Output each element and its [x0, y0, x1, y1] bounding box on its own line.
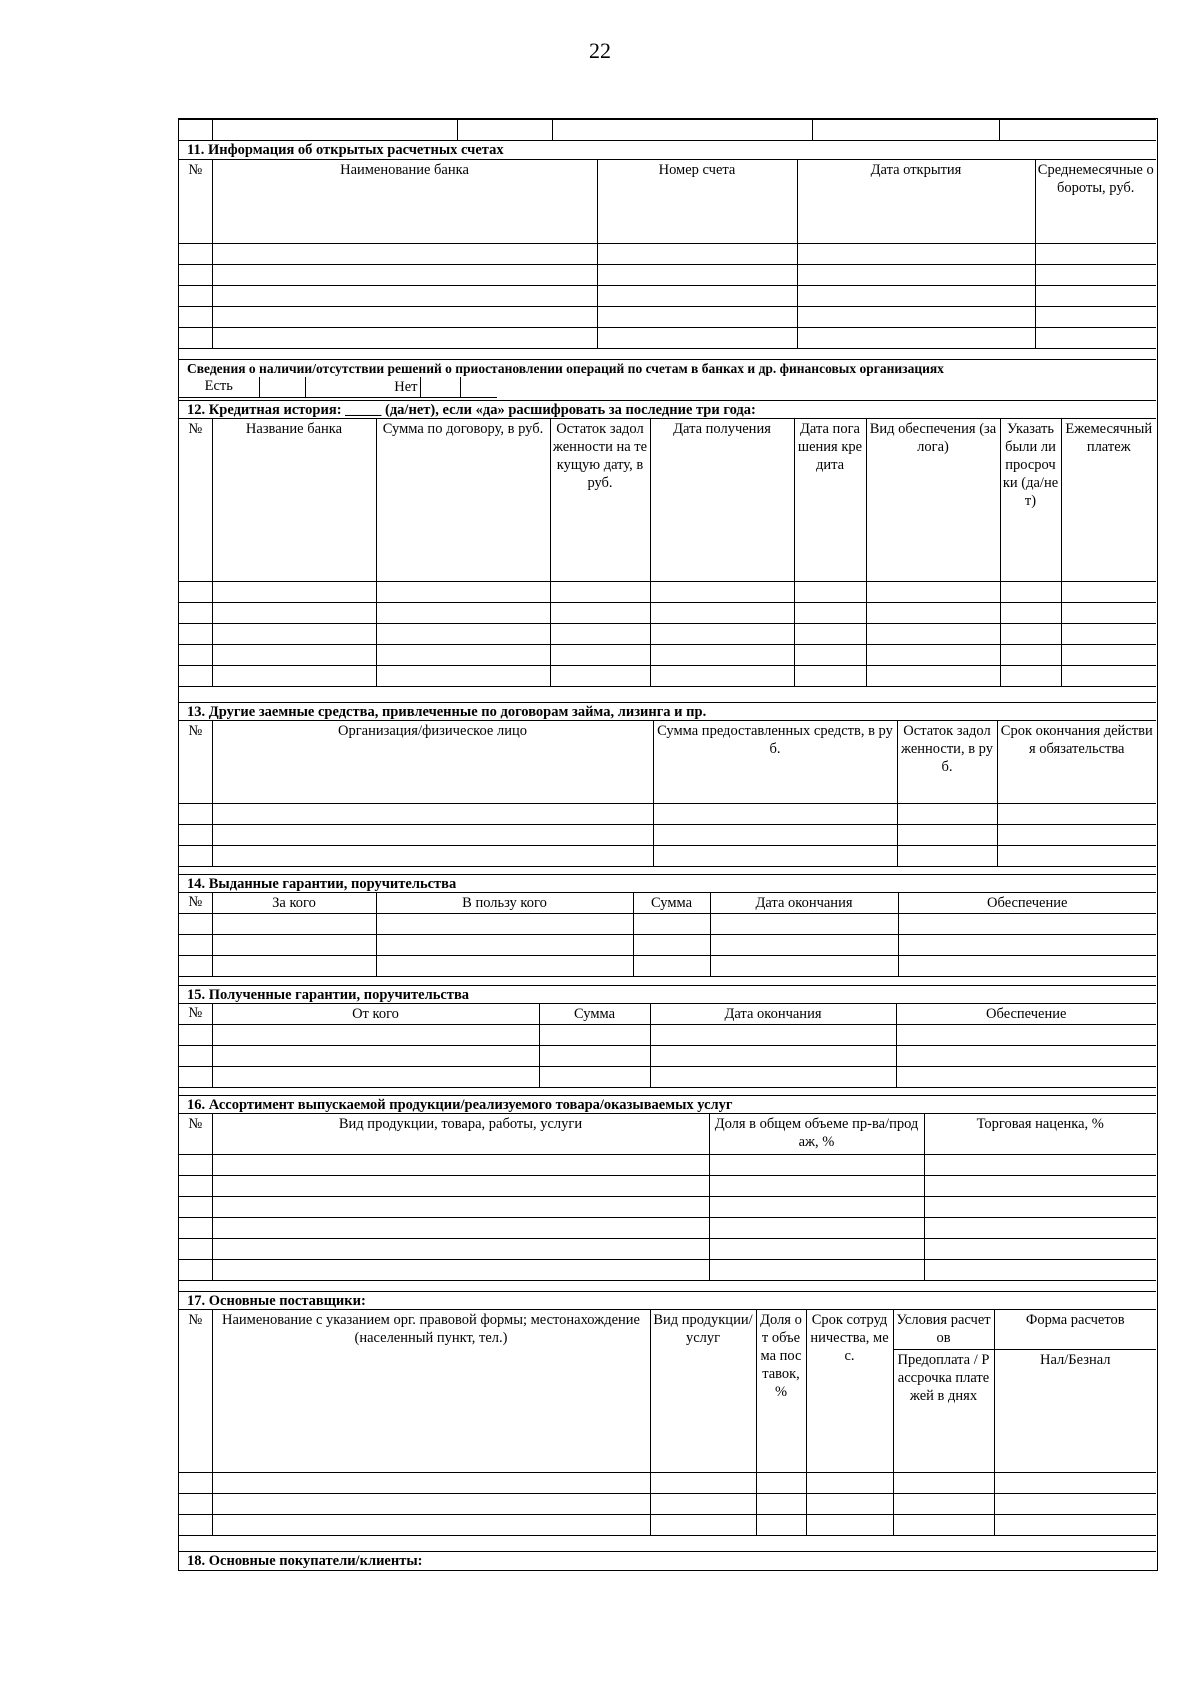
table-row: [179, 1025, 1156, 1046]
col-amount: Сумма: [633, 893, 710, 914]
table-row: [179, 1046, 1156, 1067]
yes-checkbox[interactable]: [259, 377, 305, 398]
section-16-assortment: [179, 1095, 1156, 1281]
no-checkbox[interactable]: [420, 377, 460, 398]
section-12-title: 12. Кредитная история: _____ (да/нет), если «да» расшифровать за последние три года:: [179, 400, 1156, 418]
col-contract-amount: Сумма по договору, в руб.: [376, 419, 550, 582]
table-row: [179, 956, 1156, 977]
table-row: [179, 603, 1156, 624]
application-form: [178, 118, 1158, 1571]
col-number: №: [179, 419, 212, 582]
col-number: №: [179, 1114, 212, 1155]
table-row: [179, 1067, 1156, 1088]
col-collateral: Обеспечение: [896, 1004, 1156, 1025]
table-row: [179, 846, 1156, 867]
table-row: [179, 624, 1156, 645]
col-repayment-date: Дата погашения кредита: [794, 419, 866, 582]
col-payment-form: Форма расчетов: [994, 1310, 1156, 1350]
table-header-row: [179, 1310, 1156, 1350]
col-overdue: Указать были ли просрочки (да/нет): [1000, 419, 1061, 582]
col-number: №: [179, 160, 212, 244]
table-row: [179, 935, 1156, 956]
table-row: [179, 1218, 1156, 1239]
previous-table-tail: [179, 119, 1156, 141]
table-row: [179, 328, 1156, 349]
table-row: [179, 804, 1156, 825]
table-row: [179, 645, 1156, 666]
table-row: [179, 1176, 1156, 1197]
table-row: [179, 1260, 1156, 1281]
table-row: [179, 120, 1156, 141]
table-row: [179, 1473, 1156, 1494]
table-row: [179, 1197, 1156, 1218]
col-cooperation-term: Срок сотрудничества, мес.: [806, 1310, 893, 1473]
col-number: №: [179, 721, 212, 804]
col-end-date: Срок окончания действия обязательства: [997, 721, 1156, 804]
assortment-table: [179, 1113, 1156, 1281]
col-organization: Организация/физическое лицо: [212, 721, 653, 804]
table-row: [179, 244, 1156, 265]
col-supplier-name: Наименование с указанием орг. правовой формы; местонахождение (населенный пункт, тел.): [212, 1310, 650, 1473]
col-collateral: Обеспечение: [898, 893, 1156, 914]
col-debt-balance: Остаток задолженности на текущую дату, в руб.: [550, 419, 650, 582]
col-product-type: Вид продукции, товара, работы, услуги: [212, 1114, 709, 1155]
col-amount: Сумма: [539, 1004, 650, 1025]
section-11-bank-accounts: [179, 141, 1156, 349]
col-account-number: Номер счета: [597, 160, 797, 244]
col-share: Доля в общем объеме пр-ва/продаж, %: [709, 1114, 924, 1155]
col-for-whom: За кого: [212, 893, 376, 914]
section-17-suppliers: [179, 1291, 1156, 1536]
col-markup: Торговая наценка, %: [924, 1114, 1156, 1155]
section-13-other-loans: [179, 702, 1156, 867]
received-guarantees-table: [179, 1003, 1156, 1088]
section-15-title: 15. Полученные гарантии, поручительства: [179, 985, 1156, 1003]
col-number: №: [179, 1310, 212, 1473]
section-14-title: 14. Выданные гарантии, поручительства: [179, 874, 1156, 892]
col-collateral-type: Вид обеспечения (залога): [866, 419, 1000, 582]
table-header-row: [179, 1114, 1156, 1155]
credit-history-table: [179, 418, 1156, 687]
table-row: [179, 265, 1156, 286]
blank-cell: [460, 377, 497, 398]
table-header-row: [179, 419, 1156, 582]
payment-form-subheader: Нал/Безнал: [994, 1349, 1156, 1472]
col-beneficiary: В пользу кого: [376, 893, 633, 914]
section-18-title: 18. Основные покупатели/клиенты:: [179, 1551, 1156, 1569]
page-number: 22: [589, 38, 611, 63]
col-payment-conditions: Условия расчетов: [893, 1310, 994, 1350]
col-open-date: Дата открытия: [797, 160, 1035, 244]
suspension-table: [179, 377, 1156, 398]
table-row: [179, 286, 1156, 307]
table-row: [179, 1515, 1156, 1536]
col-bank-name: Наименование банка: [212, 160, 597, 244]
table-row: [179, 1155, 1156, 1176]
section-16-title: 16. Ассортимент выпускаемой продукции/реализуемого товара/оказываемых услуг: [179, 1095, 1156, 1113]
col-debt-balance: Остаток задолженности, в руб.: [897, 721, 997, 804]
col-provided-amount: Сумма предоставленных средств, в руб.: [653, 721, 897, 804]
section-14-issued-guarantees: [179, 874, 1156, 977]
table-row: [179, 1494, 1156, 1515]
col-end-date: Дата окончания: [710, 893, 898, 914]
section-13-title: 13. Другие заемные средства, привлеченные по договорам займа, лизинга и пр.: [179, 702, 1156, 720]
col-number: №: [179, 893, 212, 914]
other-loans-table: [179, 720, 1156, 867]
col-supply-share: Доля от объема поставок, %: [756, 1310, 806, 1473]
table-header-row: [179, 721, 1156, 804]
col-monthly-turnover: Среднемесячные обороты, руб.: [1035, 160, 1156, 244]
table-row: [179, 825, 1156, 846]
no-label: Нет: [305, 377, 420, 398]
table-header-row: [179, 1004, 1156, 1025]
suspension-title: Сведения о наличии/отсутствии решений о приостановлении операций по счетам в банках и др. финансовых организациях: [179, 359, 1156, 377]
section-17-title: 17. Основные поставщики:: [179, 1291, 1156, 1309]
table-row: [179, 582, 1156, 603]
section-15-received-guarantees: [179, 985, 1156, 1088]
bank-accounts-table: [179, 159, 1156, 349]
section-18-customers: [179, 1551, 1156, 1569]
issued-guarantees-table: [179, 892, 1156, 977]
table-header-row: [179, 160, 1156, 244]
table-row: [179, 666, 1156, 687]
col-receipt-date: Дата получения: [650, 419, 794, 582]
table-row: [179, 1239, 1156, 1260]
suspension-section: [179, 359, 1156, 398]
table-header-row: [179, 893, 1156, 914]
col-bank-name: Название банка: [212, 419, 376, 582]
col-end-date: Дата окончания: [650, 1004, 896, 1025]
section-11-title: 11. Информация об открытых расчетных счетах: [187, 142, 504, 158]
col-monthly-payment: Ежемесячный платеж: [1061, 419, 1156, 582]
table-row: [179, 914, 1156, 935]
col-number: №: [179, 1004, 212, 1025]
payment-conditions-subheader: Предоплата / Рассрочка платежей в днях: [893, 1349, 994, 1472]
col-from-whom: От кого: [212, 1004, 539, 1025]
suppliers-table: [179, 1309, 1156, 1536]
section-12-credit-history: [179, 400, 1156, 687]
table-row: [179, 307, 1156, 328]
col-product-type: Вид продукции/услуг: [650, 1310, 756, 1473]
yes-label: Есть: [179, 377, 259, 398]
